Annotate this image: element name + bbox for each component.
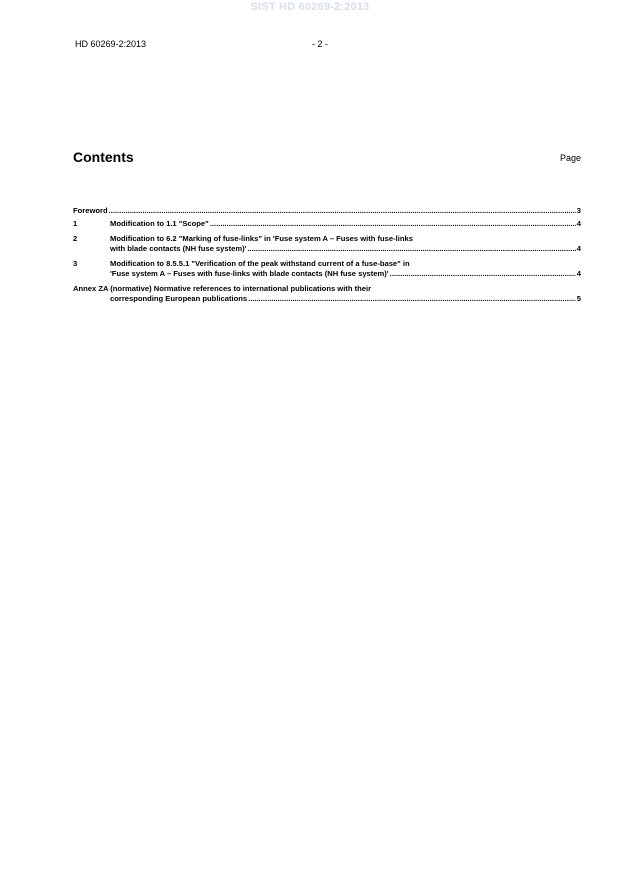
toc-entry-3[interactable] — [73, 259, 581, 279]
toc-entry-text: Annex ZA (normative) Normative references to international publications with their — [73, 284, 372, 293]
dot-leader — [109, 206, 576, 216]
toc-entry-text-continued: corresponding European publications — [110, 294, 248, 303]
toc-page-number: 3 — [576, 206, 581, 215]
dot-leader — [390, 269, 576, 279]
toc-entry-1[interactable] — [73, 219, 581, 229]
dot-leader — [248, 294, 576, 304]
contents-title: Contents — [73, 149, 134, 165]
toc-entry-number: 3 — [73, 259, 78, 268]
page-number: - 2 - — [311, 39, 328, 49]
watermark: SIST HD 60269-2:2013 — [250, 1, 370, 13]
toc-page-number: 4 — [576, 219, 581, 228]
toc-entry-2[interactable] — [73, 234, 581, 254]
dot-leader — [210, 219, 576, 229]
document-id: HD 60269-2:2013 — [75, 39, 147, 49]
toc-entry-number: 1 — [73, 219, 78, 228]
toc-entry-text: Modification to 8.5.5.1 "Verification of the peak withstand current of a fuse-base" in — [110, 259, 410, 268]
toc-entry-text-continued: 'Fuse system A – Fuses with fuse-links with blade contacts (NH fuse system)' — [110, 269, 389, 278]
toc-entry-text: Modification to 1.1 "Scope" — [110, 219, 209, 228]
toc-entry-foreword[interactable] — [73, 206, 581, 216]
toc-page-number: 4 — [576, 269, 581, 278]
toc-entry-annex-za[interactable] — [73, 284, 581, 304]
dot-leader — [247, 244, 575, 254]
toc-entry-number: 2 — [73, 234, 78, 243]
toc-entry-text: Foreword — [73, 206, 108, 215]
toc-entry-text: Modification to 6.2 "Marking of fuse-links" in 'Fuse system A – Fuses with fuse-links — [110, 234, 413, 243]
toc-entry-text-continued: with blade contacts (NH fuse system)' — [110, 244, 247, 253]
table-of-contents — [73, 206, 581, 309]
page-column-label: Page — [559, 153, 581, 163]
toc-page-number: 4 — [576, 244, 581, 253]
toc-page-number: 5 — [576, 294, 581, 303]
